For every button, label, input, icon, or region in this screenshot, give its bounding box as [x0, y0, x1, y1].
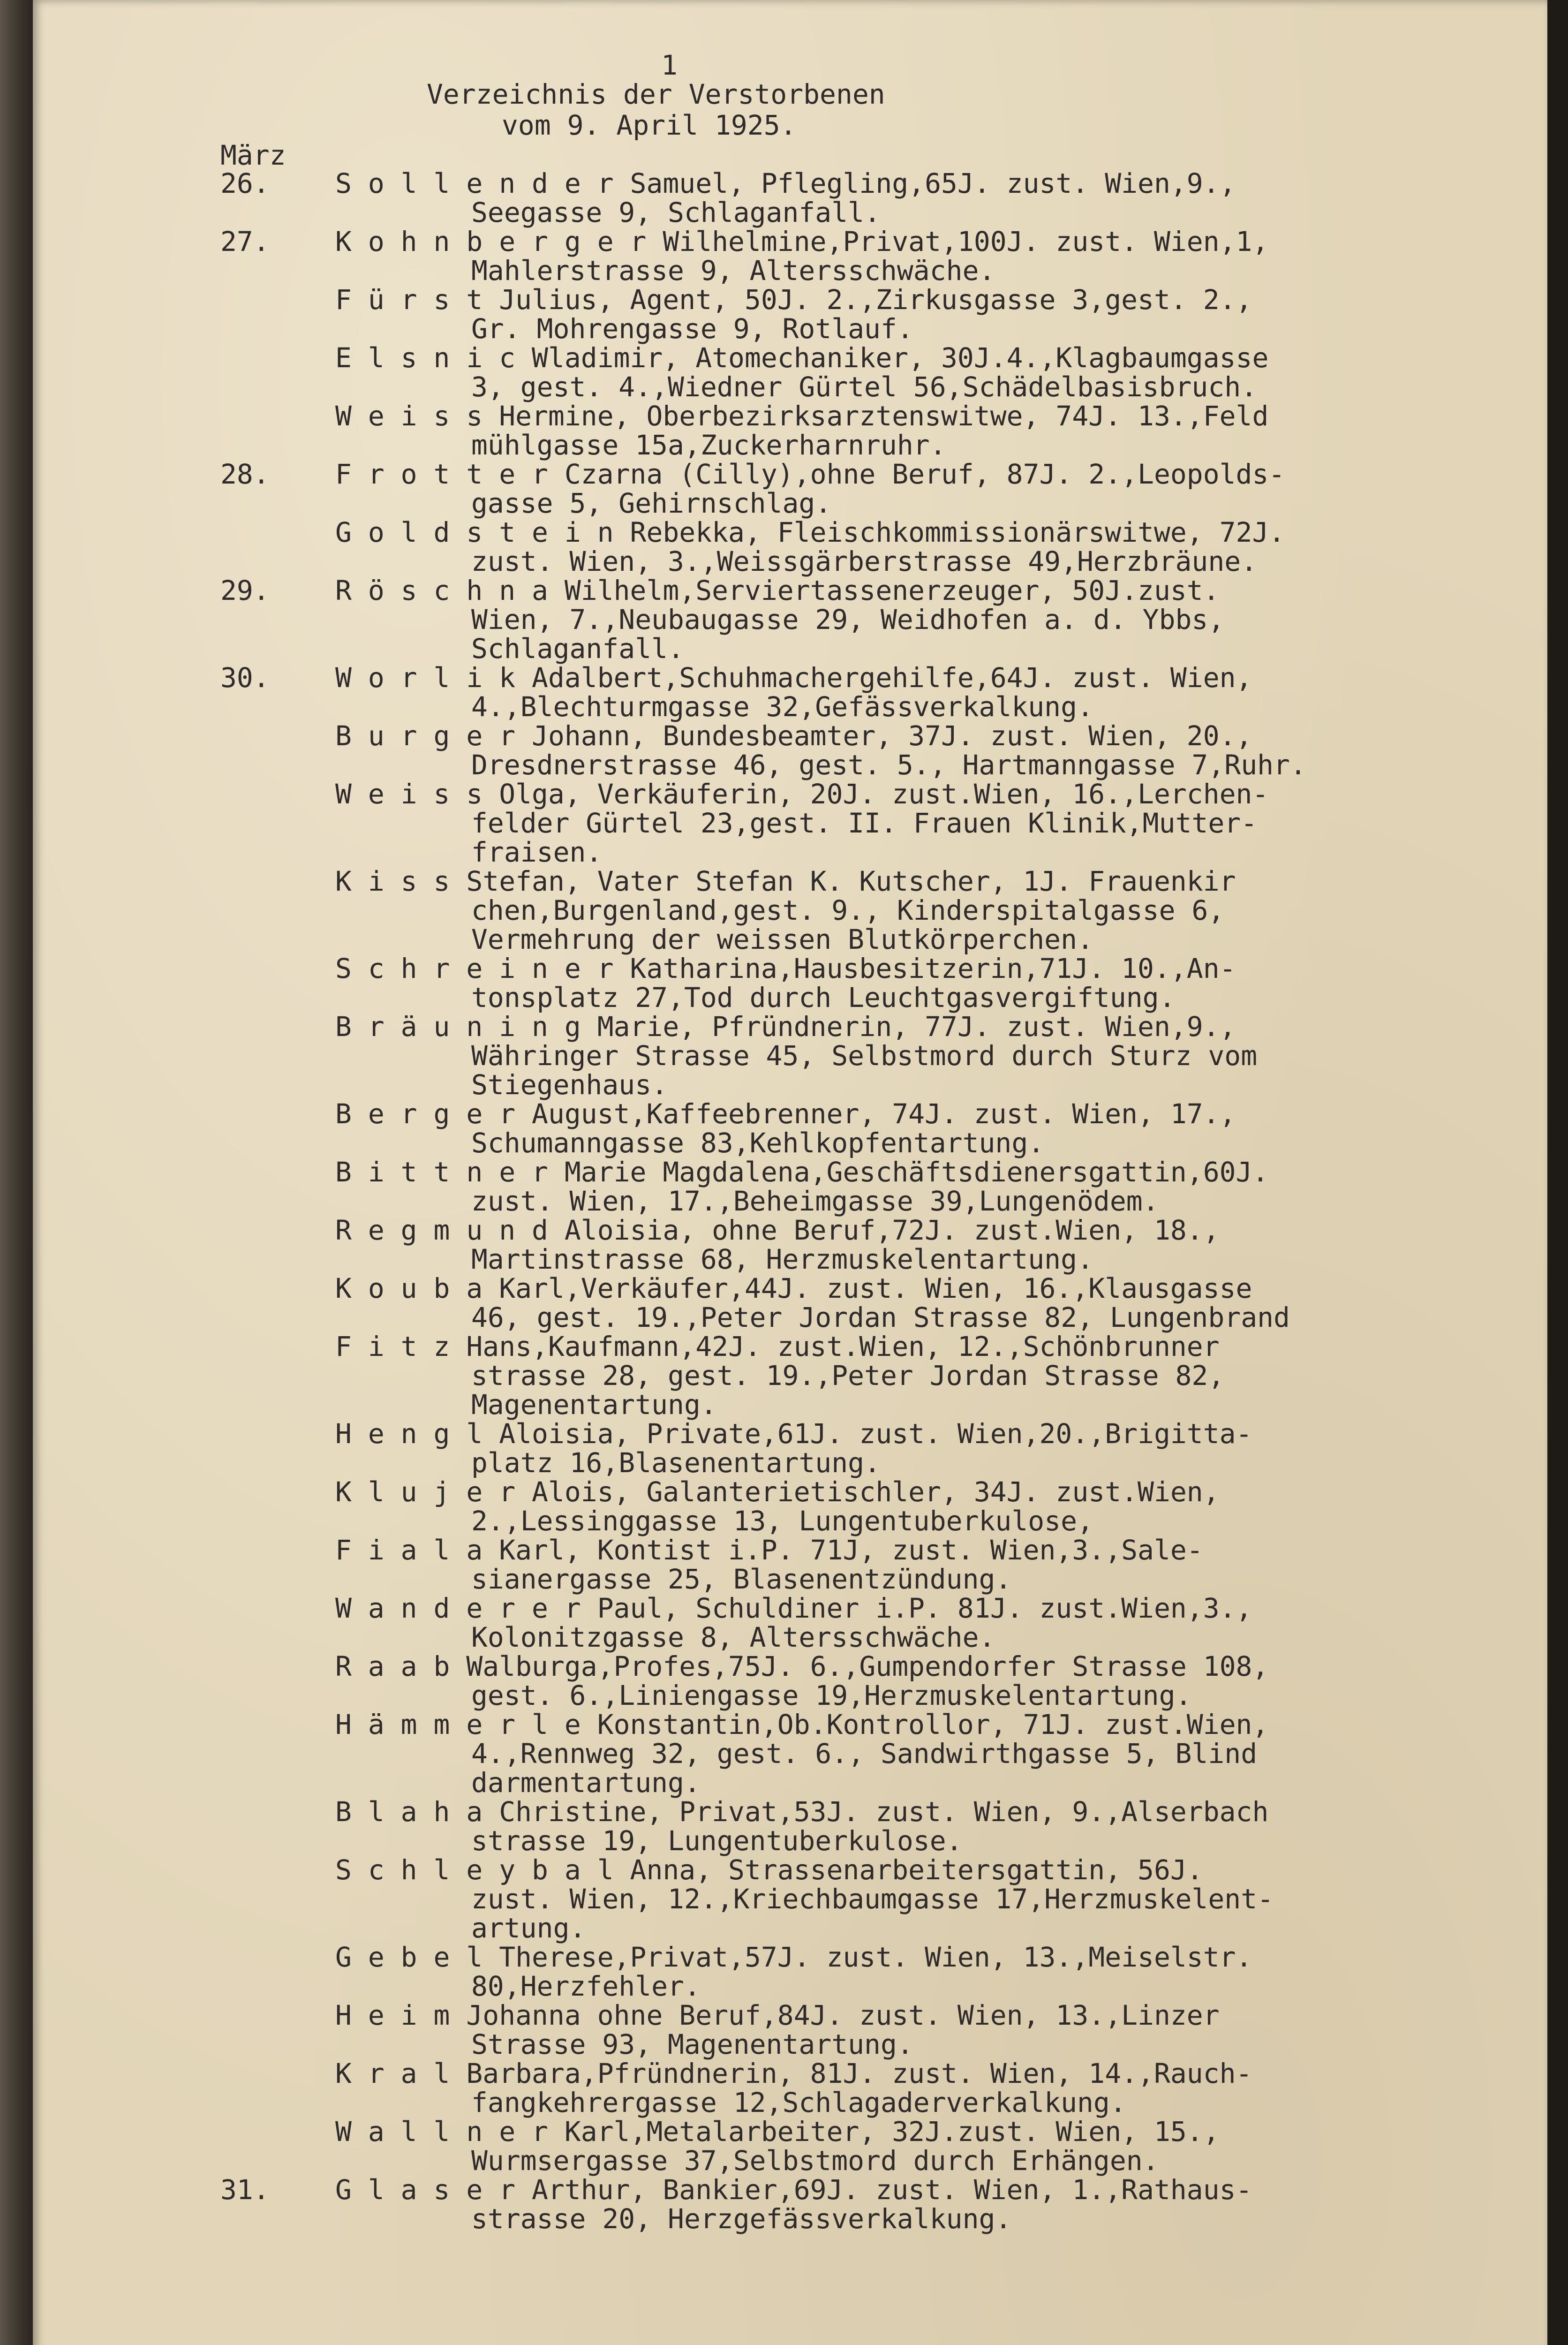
entry-line-first: H e n g l Aloisia, Private,61J. zust. Wien,20.,Brigitta-: [335, 1418, 1252, 1450]
entry-line-continuation: Wien, 7.,Neubaugasse 29, Weidhofen a. d. Ybbs,: [471, 604, 1225, 635]
register-entry: [335, 1332, 1533, 1419]
page-number: 1: [661, 49, 678, 81]
entry-line-continuation: tonsplatz 27,Tod durch Leuchtgasvergiftung.: [471, 982, 1176, 1014]
day-block: [220, 663, 1533, 2175]
register-entry: [335, 2001, 1533, 2059]
entry-line-first: W e i s s Olga, Verkäuferin, 20J. zust.Wien, 16.,Lerchen-: [335, 778, 1269, 810]
scan-edge: [1547, 0, 1568, 2345]
entry-line-first: K o u b a Karl,Verkäufer,44J. zust. Wien, 16.,Klausgasse: [335, 1272, 1252, 1304]
register-entry: [335, 1477, 1533, 1536]
entry-line-continuation: felder Gürtel 23,gest. II. Frauen Klinik,Mutter-: [471, 807, 1258, 839]
entry-line-first: W e i s s Hermine, Oberbezirksarztenswitwe, 74J. 13.,Feld: [335, 400, 1269, 432]
book-binding: [0, 0, 33, 2345]
day-block: [220, 460, 1533, 576]
register-entry: [335, 169, 1533, 227]
entry-line-continuation: Stiegenhaus.: [471, 1069, 668, 1101]
entry-line-first: G e b e l Therese,Privat,57J. zust. Wien, 13.,Meiselstr.: [335, 1941, 1252, 1973]
entry-line-first: B e r g e r August,Kaffeebrenner, 74J. zust. Wien, 17.,: [335, 1098, 1236, 1130]
entry-line-first: K r a l Barbara,Pfründnerin, 81J. zust. Wien, 14.,Rauch-: [335, 2058, 1252, 2089]
entry-line-continuation: strasse 19, Lungentuberkulose.: [471, 1825, 963, 1857]
register-entry: [335, 779, 1533, 867]
entry-line-first: H e i m Johanna ohne Beruf,84J. zust. Wien, 13.,Linzer: [335, 1999, 1220, 2031]
month-heading: März: [220, 139, 286, 171]
register-entry: [335, 1943, 1533, 2001]
register-entry: [335, 1274, 1533, 1332]
entry-line-continuation: 4.,Blechturmgasse 32,Gefässverkalkung.: [471, 691, 1093, 723]
register-entry: [335, 518, 1533, 576]
entry-line-continuation: Währinger Strasse 45, Selbstmord durch Sturz vom: [471, 1040, 1258, 1072]
entry-line-continuation: gasse 5, Gehirnschlag.: [471, 487, 832, 519]
entry-line-first: K i s s Stefan, Vater Stefan K. Kutscher, 1J. Frauenkir: [335, 865, 1236, 897]
register-entry: [335, 401, 1533, 460]
entry-line-continuation: 4.,Rennweg 32, gest. 6., Sandwirthgasse 5, Blind: [471, 1738, 1258, 1770]
register-entry: [335, 1012, 1533, 1099]
entry-line-continuation: Dresdnerstrasse 46, gest. 5., Hartmanngasse 7,Ruhr.: [471, 749, 1306, 781]
entry-line-first: K l u j e r Alois, Galanterietischler, 34J. zust.Wien,: [335, 1476, 1220, 1508]
register-entry: [335, 2175, 1533, 2233]
entry-line-continuation: 80,Herzfehler.: [471, 1970, 701, 2002]
day-label: 27.: [220, 226, 270, 257]
entry-line-continuation: 3, gest. 4.,Wiedner Gürtel 56,Schädelbasisbruch.: [471, 371, 1258, 403]
entry-line-first: F ü r s t Julius, Agent, 50J. 2.,Zirkusgasse 3,gest. 2.,: [335, 284, 1252, 316]
entry-line-first: S c h l e y b a l Anna, Strassenarbeitersgattin, 56J.: [335, 1854, 1203, 1886]
register-entry: [335, 954, 1533, 1012]
day-label: 29.: [220, 575, 270, 606]
entry-line-continuation: Vermehrung der weissen Blutkörperchen.: [471, 923, 1093, 955]
register-entry: [335, 721, 1533, 779]
entry-line-continuation: mühlgasse 15a,Zuckerharnruhr.: [471, 429, 946, 461]
entry-line-continuation: darmentartung.: [471, 1767, 701, 1799]
register-entry: [335, 2117, 1533, 2175]
register-entry: [335, 1594, 1533, 1652]
entry-line-first: F r o t t e r Czarna (Cilly),ohne Beruf, 87J. 2.,Leopolds-: [335, 458, 1285, 490]
entry-line-first: H ä m m e r l e Konstantin,Ob.Kontrollor, 71J. zust.Wien,: [335, 1709, 1269, 1740]
register-entry: [335, 576, 1533, 663]
entry-line-continuation: chen,Burgenland,gest. 9., Kinderspitalgasse 6,: [471, 894, 1225, 926]
entry-line-first: W a l l n e r Karl,Metalarbeiter, 32J.zust. Wien, 15.,: [335, 2116, 1220, 2148]
register-entry: [335, 1652, 1533, 1710]
entry-line-first: F i a l a Karl, Kontist i.P. 71J, zust. Wien,3.,Sale-: [335, 1534, 1203, 1566]
entry-line-continuation: strasse 20, Herzgefässverkalkung.: [471, 2203, 1012, 2235]
death-register-list: [220, 169, 1533, 2233]
entry-line-continuation: zust. Wien, 17.,Beheimgasse 39,Lungenödem.: [471, 1185, 1159, 1217]
register-entry: [335, 1797, 1533, 1855]
entry-line-continuation: strasse 28, gest. 19.,Peter Jordan Strasse 82,: [471, 1360, 1225, 1392]
page-subtitle-date: vom 9. April 1925.: [502, 109, 797, 141]
register-entry: [335, 1216, 1533, 1274]
entry-line-first: R e g m u n d Aloisia, ohne Beruf,72J. zust.Wien, 18.,: [335, 1214, 1220, 1246]
day-block: [220, 169, 1533, 227]
register-entry: [335, 1855, 1533, 1943]
entry-line-continuation: Schumanngasse 83,Kehlkopfentartung.: [471, 1127, 1045, 1159]
register-entry: [335, 1419, 1533, 1477]
entry-line-continuation: 46, gest. 19.,Peter Jordan Strasse 82, Lungenbrand: [471, 1301, 1290, 1333]
entry-line-first: B u r g e r Johann, Bundesbeamter, 37J. zust. Wien, 20.,: [335, 720, 1252, 752]
register-entry: [335, 285, 1533, 343]
entry-line-continuation: sianergasse 25, Blasenentzündung.: [471, 1563, 1012, 1595]
day-label: 30.: [220, 662, 270, 694]
entry-line-first: E l s n i c Wladimir, Atomechaniker, 30J.4.,Klagbaumgasse: [335, 342, 1269, 374]
entry-line-continuation: 2.,Lessinggasse 13, Lungentuberkulose,: [471, 1505, 1093, 1537]
day-block: [220, 2175, 1533, 2233]
entry-line-continuation: Martinstrasse 68, Herzmuskelentartung.: [471, 1243, 1093, 1275]
document-page: [33, 0, 1547, 2345]
entry-line-continuation: platz 16,Blasenentartung.: [471, 1447, 881, 1479]
entry-line-first: S c h r e i n e r Katharina,Hausbesitzerin,71J. 10.,An-: [335, 953, 1236, 984]
entry-line-continuation: Seegasse 9, Schlaganfall.: [471, 197, 881, 228]
day-label: 26.: [220, 167, 270, 199]
entry-line-continuation: zust. Wien, 3.,Weissgärberstrasse 49,Herzbräune.: [471, 545, 1258, 577]
entry-line-continuation: gest. 6.,Liniengasse 19,Herzmuskelentartung.: [471, 1679, 1192, 1711]
entry-line-continuation: Gr. Mohrengasse 9, Rotlauf.: [471, 313, 913, 345]
page-title: Verzeichnis der Verstorbenen: [427, 78, 885, 110]
register-entry: [335, 1157, 1533, 1216]
entry-line-continuation: artung.: [471, 1912, 586, 1944]
register-entry: [335, 1099, 1533, 1157]
entry-line-continuation: fraisen.: [471, 836, 603, 868]
entry-line-first: R ö s c h n a Wilhelm,Serviertassenerzeuger, 50J.zust.: [335, 575, 1220, 606]
register-entry: [335, 2059, 1533, 2117]
entry-line-first: B i t t n e r Marie Magdalena,Geschäftsdienersgattin,60J.: [335, 1156, 1269, 1188]
entry-line-first: R a a b Walburga,Profes,75J. 6.,Gumpendorfer Strasse 108,: [335, 1650, 1269, 1682]
day-label: 31.: [220, 2174, 270, 2206]
entry-line-first: B r ä u n i n g Marie, Pfründnerin, 77J. zust. Wien,9.,: [335, 1011, 1236, 1043]
entry-line-first: K o h n b e r g e r Wilhelmine,Privat,100J. zust. Wien,1,: [335, 226, 1269, 257]
entry-line-continuation: Kolonitzgasse 8, Altersschwäche.: [471, 1621, 995, 1653]
day-block: [220, 227, 1533, 460]
register-entry: [335, 663, 1533, 721]
entry-line-first: G l a s e r Arthur, Bankier,69J. zust. Wien, 1.,Rathaus-: [335, 2174, 1252, 2206]
register-entry: [335, 867, 1533, 954]
entry-line-continuation: zust. Wien, 12.,Kriechbaumgasse 17,Herzmuskelent-: [471, 1883, 1274, 1915]
entry-line-continuation: Wurmsergasse 37,Selbstmord durch Erhängen.: [471, 2145, 1159, 2177]
register-entry: [335, 1710, 1533, 1797]
entry-line-first: B l a h a Christine, Privat,53J. zust. Wien, 9.,Alserbach: [335, 1796, 1269, 1828]
entry-line-continuation: fangkehrergasse 12,Schlagaderverkalkung.: [471, 2087, 1126, 2118]
entry-line-continuation: Strasse 93, Magenentartung.: [471, 2028, 913, 2060]
entry-line-continuation: Schlaganfall.: [471, 633, 684, 665]
entry-line-first: S o l l e n d e r Samuel, Pflegling,65J. zust. Wien,9.,: [335, 167, 1236, 199]
entry-line-first: F i t z Hans,Kaufmann,42J. zust.Wien, 12.,Schönbrunner: [335, 1331, 1220, 1362]
register-entry: [335, 343, 1533, 401]
day-label: 28.: [220, 458, 270, 490]
day-block: [220, 576, 1533, 663]
register-entry: [335, 460, 1533, 518]
entry-line-first: G o l d s t e i n Rebekka, Fleischkommissionärswitwe, 72J.: [335, 516, 1285, 548]
entry-line-first: W o r l i k Adalbert,Schuhmachergehilfe,64J. zust. Wien,: [335, 662, 1252, 694]
entry-line-continuation: Mahlerstrasse 9, Altersschwäche.: [471, 255, 995, 287]
entry-line-continuation: Magenentartung.: [471, 1389, 717, 1421]
entry-line-first: W a n d e r e r Paul, Schuldiner i.P. 81J. zust.Wien,3.,: [335, 1592, 1252, 1624]
register-entry: [335, 227, 1533, 285]
register-entry: [335, 1536, 1533, 1594]
